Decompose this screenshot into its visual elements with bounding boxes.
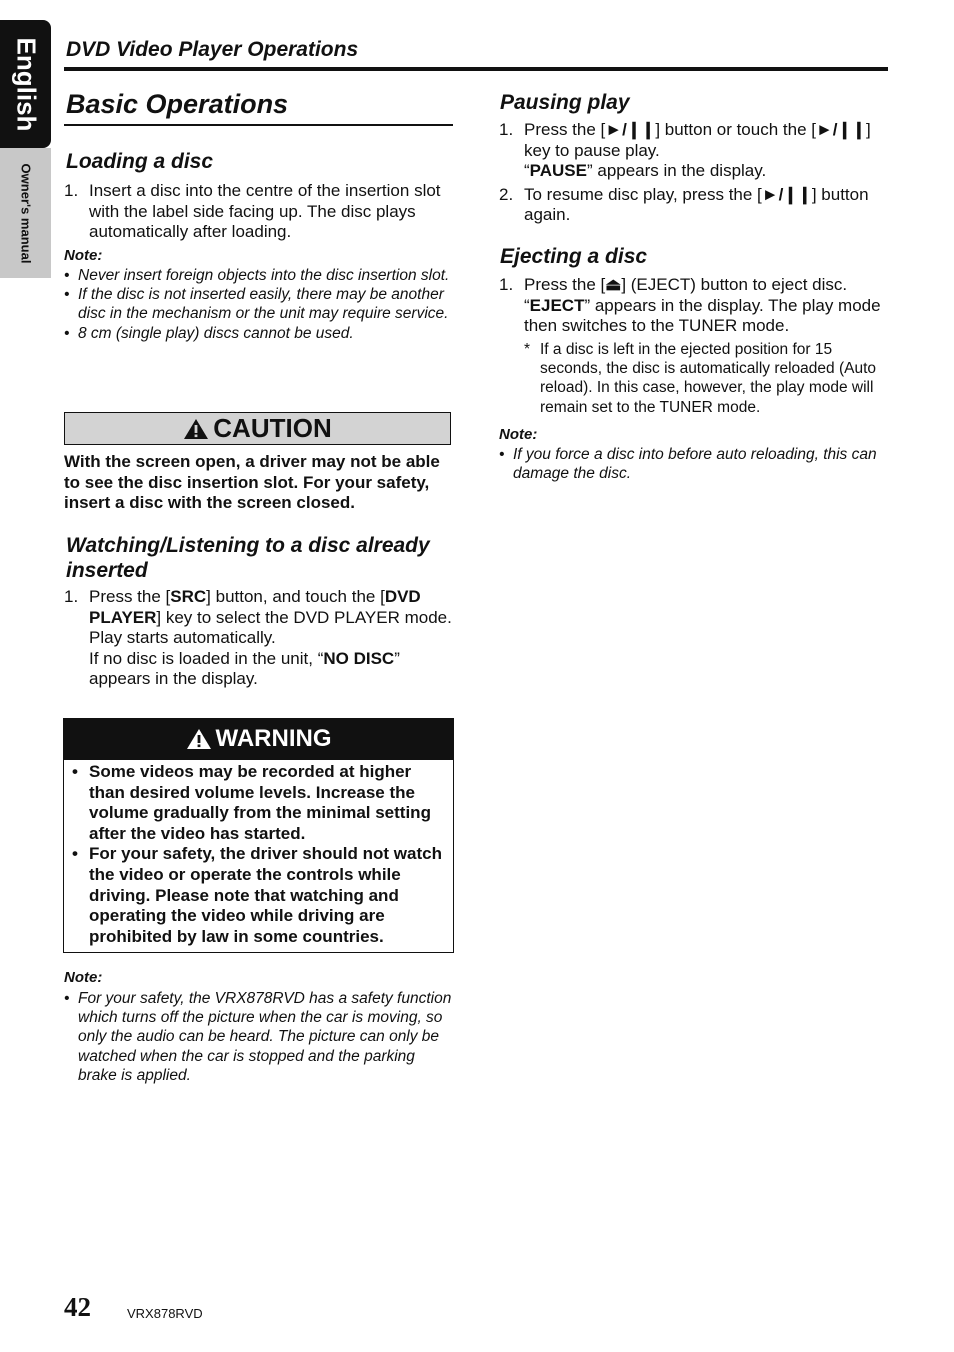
language-tab-label: English [11, 37, 41, 131]
eject-note-label: Note: [499, 426, 538, 443]
eject-icon: ⏏ [605, 275, 622, 294]
watching-step-1: 1. Press the [SRC] button, and touch the [DVD PLAYER] key to select the DVD PLAYER mode. Play starts automatically. If no disc is loaded in the unit, “NO DISC” appears in the display. [64, 587, 452, 688]
section-rule [64, 67, 888, 71]
warning-label: WARNING [215, 725, 332, 752]
warning-triangle-icon [186, 728, 212, 750]
section-title: DVD Video Player Operations [66, 38, 359, 61]
list-item: • Never insert foreign objects into the disc insertion slot. [64, 267, 450, 284]
caution-label: CAUTION [213, 413, 332, 443]
heading-watching: Watching/Listening to a disc already inserted [66, 534, 430, 582]
manual-tab-label: Owner's manual [18, 163, 33, 263]
loading-step-1: 1. Insert a disc into the centre of the insertion slot with the label side facing up. The disc plays automatically after loading. [64, 181, 441, 241]
caution-text: With the screen open, a driver may not be able to see the disc insertion slot. For your safety, insert a disc with the screen closed. [64, 452, 440, 512]
page-title: Basic Operations [66, 89, 289, 119]
warning-triangle-icon [183, 418, 209, 440]
pausing-step-1: 1. Press the [►/❙❙] button or touch the [►/❙❙] key to pause play. “PAUSE” appears in the display. [499, 120, 871, 180]
heading-loading: Loading a disc [66, 150, 214, 173]
list-item: • Some videos may be recorded at higher than desired volume levels. Increase the volume gradually from the minimal setting after the video has started. [72, 762, 431, 843]
list-item: • If the disc is not inserted easily, there may be another disc in the mechanism or the unit may require service. [64, 286, 449, 323]
loading-note-label: Note: [64, 247, 103, 264]
loading-notes [64, 266, 456, 343]
pausing-step-2: 2. To resume disc play, press the [►/❙❙] button again. [499, 184, 869, 224]
caution-banner [64, 412, 451, 445]
play-pause-icon: ►/❙❙ [815, 120, 867, 139]
warning-banner [63, 718, 454, 760]
play-pause-icon: ►/❙❙ [761, 184, 812, 204]
list-item: • For your safety, the driver should not watch the video or operate the controls while driving. Please note that watching and operating the video while driving are prohibited by law in some countries. [72, 844, 442, 946]
pausing-steps [499, 120, 889, 226]
page-number: 42 [64, 1292, 91, 1322]
safety-note-label: Note: [64, 969, 103, 986]
safety-note: • For your safety, the VRX878RVD has a safety function which turns off the picture when the car is moving, so only the audio can be heard. The picture can only be watched when the car is stopped and the parking brake is applied. [64, 990, 452, 1084]
eject-note: • If you force a disc into before auto reloading, this can damage the disc. [499, 446, 877, 483]
list-item: • 8 cm (single play) discs cannot be used. [64, 324, 354, 342]
eject-step-1: 1. Press the [⏏] (EJECT) button to eject disc. “EJECT” appears in the display. The play mode then switches to the TUNER mode. [499, 275, 881, 335]
model-name: VRX878RVD [127, 1306, 203, 1321]
warning-box [63, 760, 454, 953]
auto-reload-note: * If a disc is left in the ejected position for 15 seconds, the disc is automatically reloaded (Auto reload). In this case, however, the play mode will remain set to the TUNER mode. [524, 341, 877, 416]
heading-pausing: Pausing play [500, 91, 630, 114]
heading-ejecting: Ejecting a disc [500, 245, 648, 268]
play-pause-icon: ►/❙❙ [605, 120, 656, 139]
title-rule [64, 124, 453, 126]
